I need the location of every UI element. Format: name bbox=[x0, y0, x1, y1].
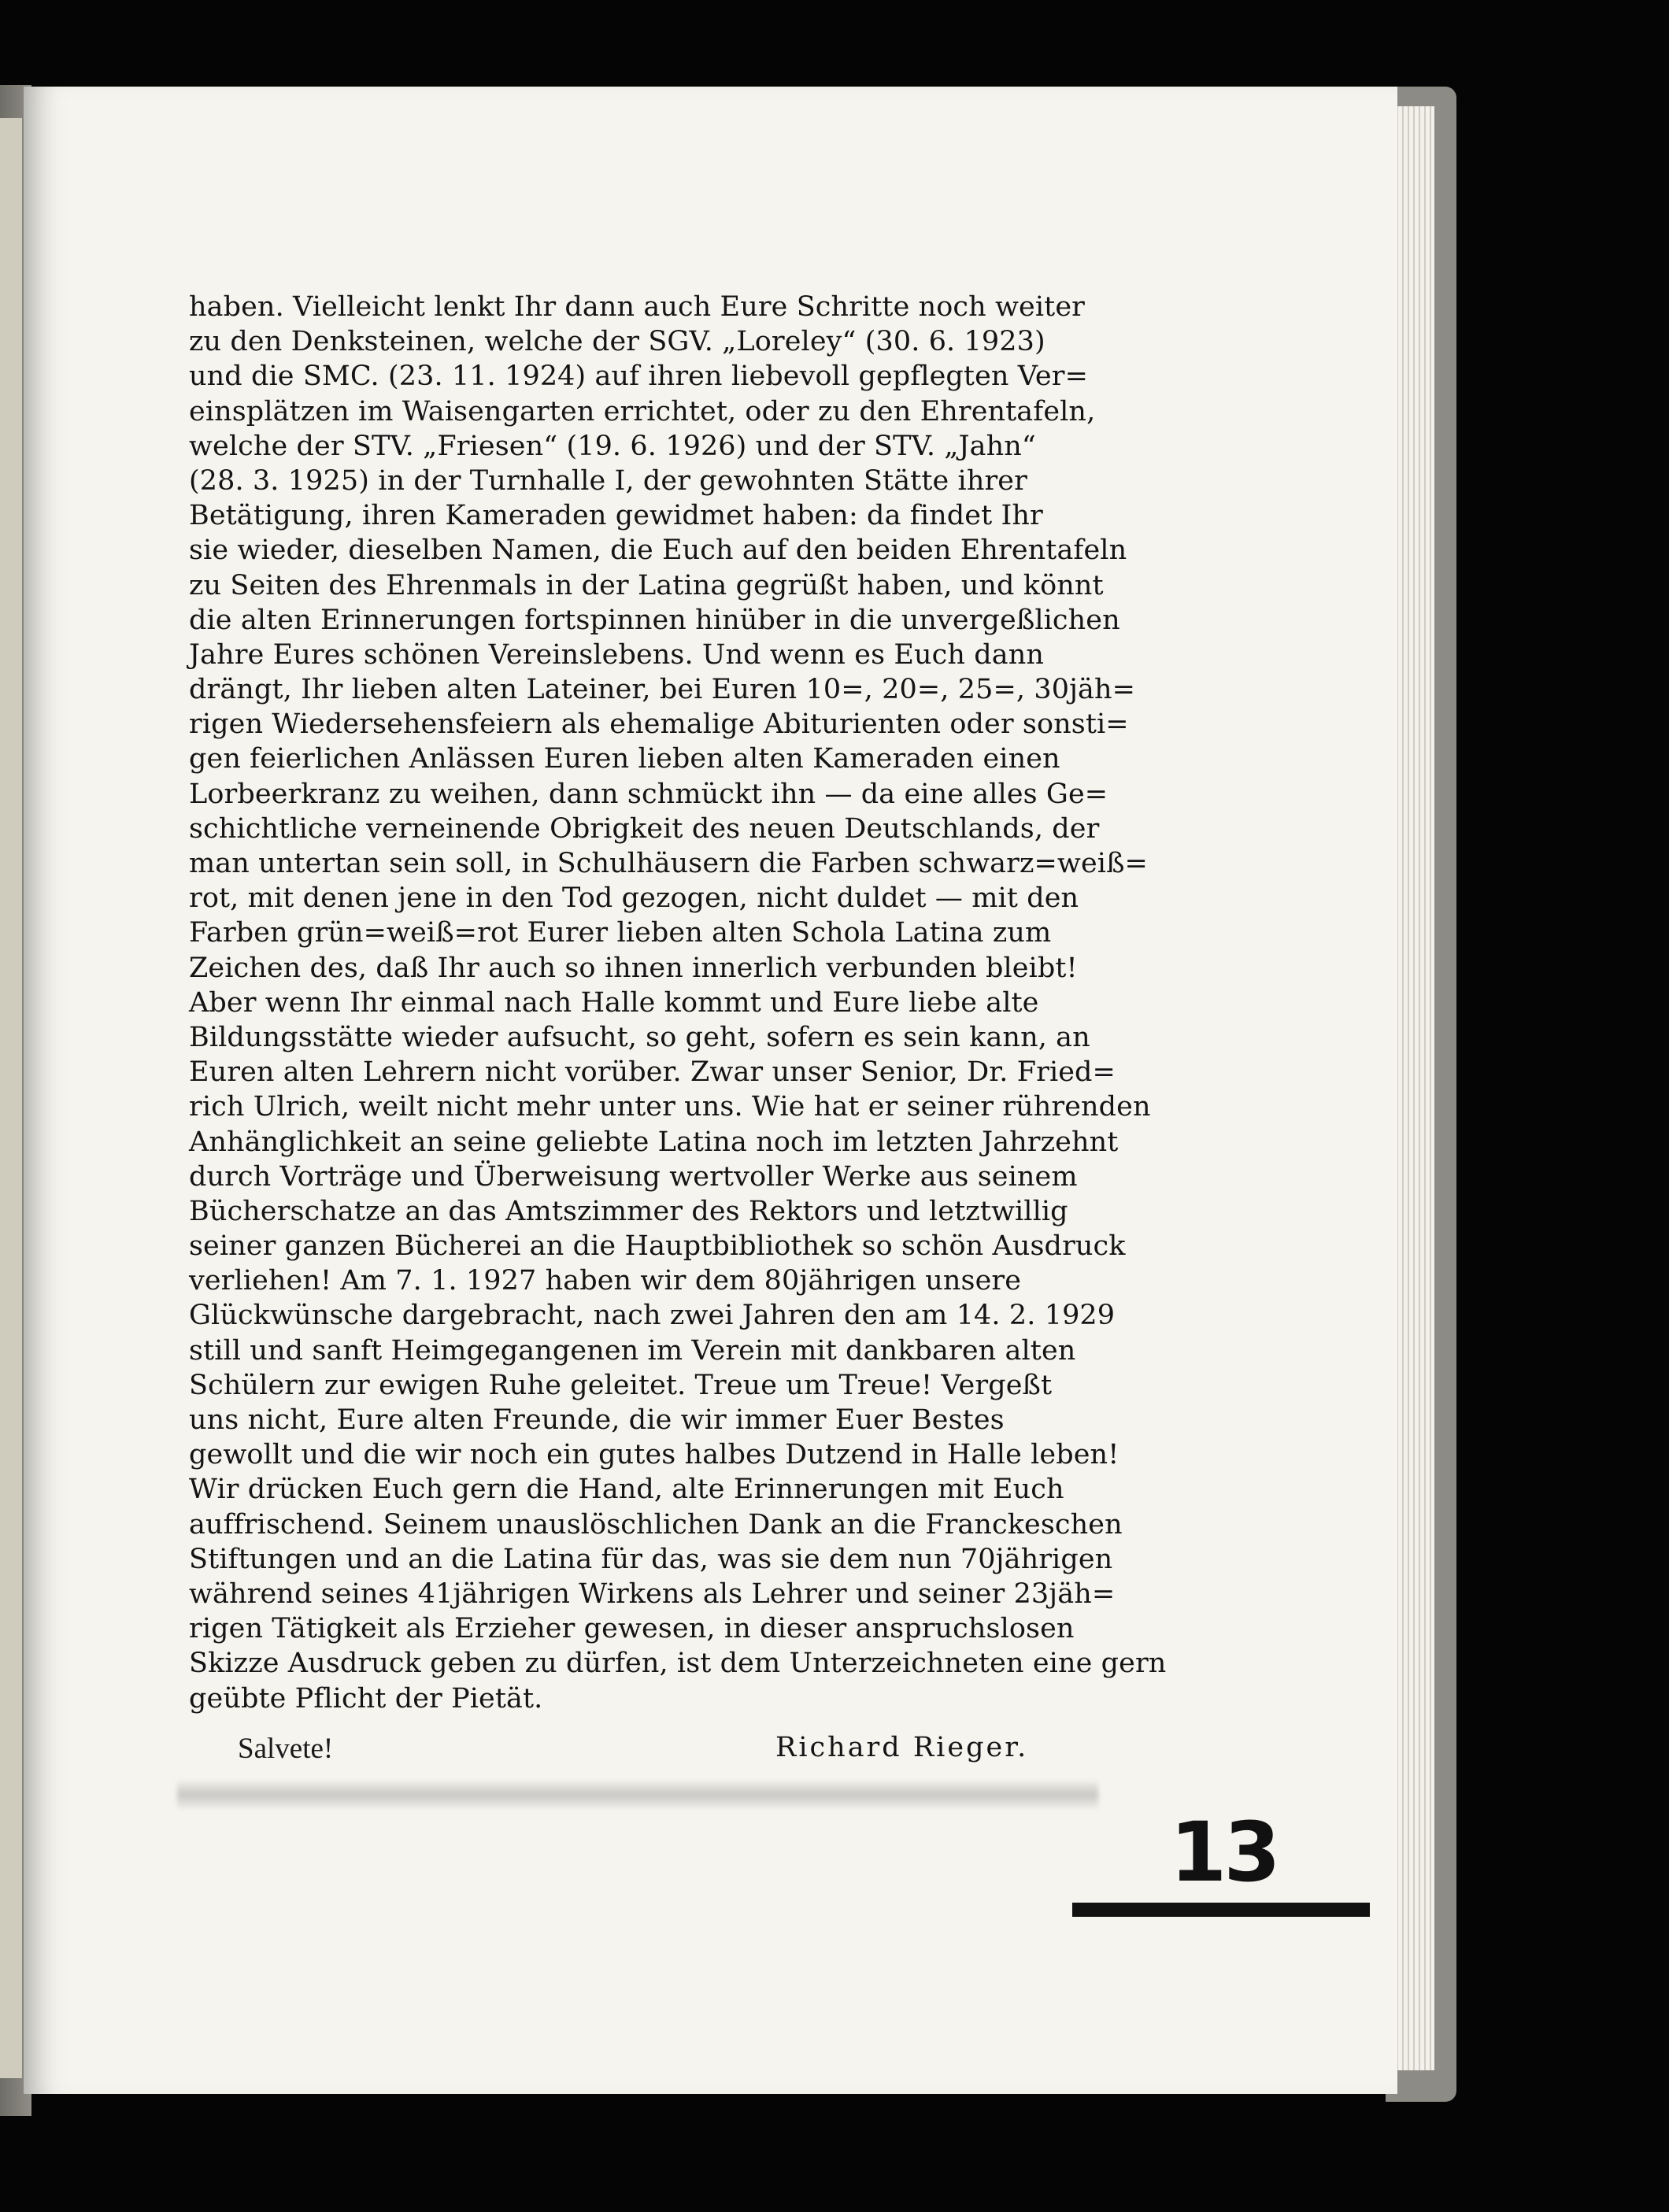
text-line: die alten Erinnerungen fortspinnen hinüber in die unvergeßlichen bbox=[189, 604, 1120, 636]
text-line: seiner ganzen Bücherei an die Hauptbibliothek so schön Ausdruck bbox=[189, 1230, 1126, 1263]
text-line: während seines 41jährigen Wirkens als Lehrer und seiner 23jäh= bbox=[189, 1578, 1116, 1610]
text-line: Schülern zur ewigen Ruhe geleitet. Treue um Treue! Vergeßt bbox=[189, 1369, 1053, 1401]
text-line: rot, mit denen jene in den Tod gezogen, nicht duldet — mit den bbox=[189, 882, 1079, 915]
text-line: geübte Pflicht der Pietät. bbox=[189, 1682, 543, 1714]
text-line: Farben grün=weiß=rot Eurer lieben alten Schola Latina zum bbox=[189, 917, 1052, 949]
text-line: gen feierlichen Anlässen Euren lieben alten Kameraden einen bbox=[189, 743, 1060, 775]
text-line: still und sanft Heimgegangenen im Verein mit dankbaren alten bbox=[189, 1334, 1076, 1367]
text-line: Lorbeerkranz zu weihen, dann schmückt ihn — da eine alles Ge= bbox=[189, 778, 1108, 810]
text-line: uns nicht, Eure alten Freunde, die wir immer Euer Bestes bbox=[189, 1404, 1005, 1436]
text-line: Euren alten Lehrern nicht vorüber. Zwar unser Senior, Dr. Fried= bbox=[189, 1056, 1116, 1089]
text-line: rigen Tätigkeit als Erzieher gewesen, in dieser anspruchslosen bbox=[189, 1613, 1075, 1645]
text-line: auffrischend. Seinem unauslöschlichen Dank an die Franckeschen bbox=[189, 1508, 1123, 1541]
text-line: Stiftungen und an die Latina für das, was sie dem nun 70jährigen bbox=[189, 1543, 1113, 1575]
text-line: zu Seiten des Ehrenmals in der Latina gegrüßt haben, und könnt bbox=[189, 569, 1104, 601]
text-line: und die SMC. (23. 11. 1924) auf ihren liebevoll gepflegten Ver= bbox=[189, 361, 1089, 393]
text-line: welche der STV. „Friesen“ (19. 6. 1926) und der STV. „Jahn“ bbox=[189, 430, 1036, 462]
text-line: Glückwünsche dargebracht, nach zwei Jahren den am 14. 2. 1929 bbox=[189, 1300, 1116, 1332]
text-line: (28. 3. 1925) in der Turnhalle I, der gewohnten Stätte ihrer bbox=[189, 464, 1027, 497]
text-line: drängt, Ihr lieben alten Lateiner, bei Euren 10=, 20=, 25=, 30jäh= bbox=[189, 674, 1136, 706]
text-line: sie wieder, dieselben Namen, die Euch auf den beiden Ehrentafeln bbox=[189, 535, 1127, 567]
text-line: haben. Vielleicht lenkt Ihr dann auch Eure Schritte noch weiter bbox=[189, 291, 1085, 323]
text-line: man untertan sein soll, in Schulhäusern die Farben schwarz=weiß= bbox=[189, 848, 1148, 879]
print-smudge bbox=[177, 1781, 1098, 1809]
text-line: zu den Denksteinen, welche der SGV. „Loreley“ (30. 6. 1923) bbox=[189, 326, 1045, 358]
closing-row bbox=[189, 1732, 1085, 1768]
closing-salutation: Salvete! bbox=[238, 1733, 334, 1765]
text-line: schichtliche verneinende Obrigkeit des neuen Deutschlands, der bbox=[189, 812, 1100, 845]
text-line: gewollt und die wir noch ein gutes halbes Dutzend in Halle leben! bbox=[189, 1439, 1119, 1471]
body-text bbox=[189, 290, 1167, 1716]
text-line: einsplätzen im Waisengarten errichtet, oder zu den Ehrentafeln, bbox=[189, 395, 1096, 427]
text-line: rich Ulrich, weilt nicht mehr unter uns. Wie hat er seiner rührenden bbox=[189, 1091, 1151, 1123]
text-line: Anhänglichkeit an seine geliebte Latina noch im letzten Jahrzehnt bbox=[189, 1126, 1119, 1158]
text-line: durch Vorträge und Überweisung wertvoller Werke aus seinem bbox=[189, 1160, 1078, 1193]
author-signature: Richard Rieger. bbox=[775, 1732, 1029, 1763]
text-line: Wir drücken Euch gern die Hand, alte Erinnerungen mit Euch bbox=[189, 1474, 1064, 1506]
page-number: 13 bbox=[1170, 1804, 1278, 1900]
left-page-edge bbox=[0, 118, 22, 2078]
text-line: Skizze Ausdruck geben zu dürfen, ist dem Unterzeichneten eine gern bbox=[189, 1648, 1167, 1680]
text-line: verliehen! Am 7. 1. 1927 haben wir dem 80jährigen unsere bbox=[189, 1265, 1022, 1297]
text-line: Aber wenn Ihr einmal nach Halle kommt und Eure liebe alte bbox=[189, 986, 1039, 1019]
page-number-rule bbox=[1072, 1903, 1370, 1917]
text-line: Zeichen des, daß Ihr auch so ihnen innerlich verbunden bleibt! bbox=[189, 952, 1078, 984]
text-line: rigen Wiedersehensfeiern als ehemalige Abiturienten oder sonsti= bbox=[189, 708, 1129, 741]
text-line: Bildungsstätte wieder aufsucht, so geht, sofern es sein kann, an bbox=[189, 1021, 1090, 1053]
text-line: Bücherschatze an das Amtszimmer des Rektors und letztwillig bbox=[189, 1195, 1068, 1227]
text-line: Betätigung, ihren Kameraden gewidmet haben: da findet Ihr bbox=[189, 500, 1043, 532]
text-line: Jahre Eures schönen Vereinslebens. Und wenn es Euch dann bbox=[189, 638, 1044, 671]
